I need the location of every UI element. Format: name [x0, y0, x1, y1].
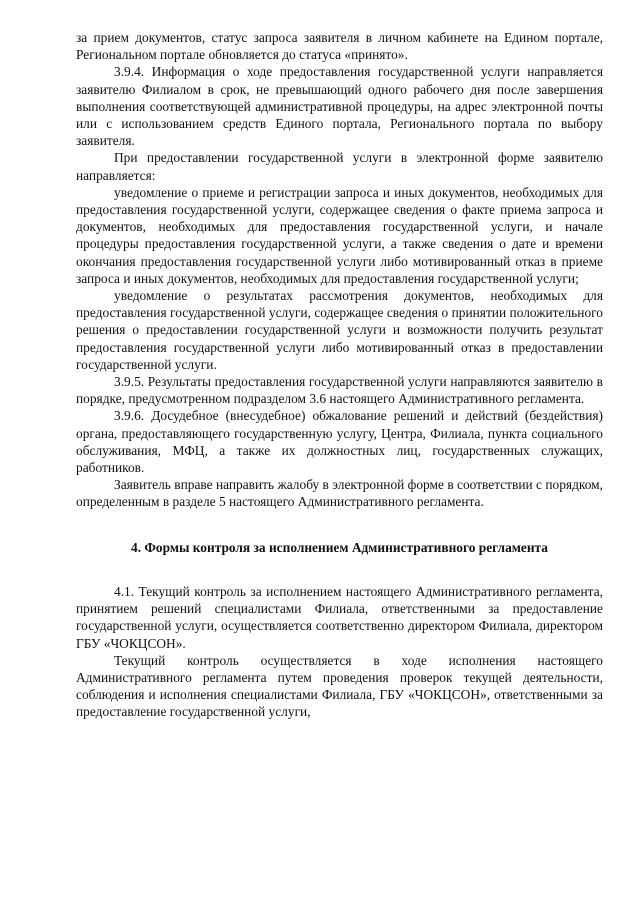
paragraph-notice-receipt: уведомление о приеме и регистрации запроса и иных документов, необходимых для предоставления государственной услуги, содержащее сведения о факте приема запроса и документов, необходимых для предоставления государственной услуги, и начале процедуры предоставления государственной услуги, а также сведения о дате и времени окончания предоставления государственной услуги либо мотивированный отказ в приеме запроса и иных документов, необходимых для предоставления государственной услуги;: [76, 184, 603, 286]
paragraph-electronic-form: При предоставлении государственной услуги в электронной форме заявителю направляется:: [76, 150, 603, 183]
paragraph-complaint: Заявитель вправе направить жалобу в электронной форме в соответствии с порядком, определенным в разделе 5 настоящего Административного регламента.: [76, 477, 603, 510]
paragraph-3-9-4: 3.9.4. Информация о ходе предоставления государственной услуги направляется заявителю Филиалом в срок, не превышающий одного рабочего дня после завершения выполнения соответствующей административной процедуры, на адрес электронной почты или с использованием средств Единого портала, Регионального портала по выбору заявителя.: [76, 64, 603, 149]
section-heading: 4. Формы контроля за исполнением Административного регламента: [131, 539, 548, 555]
paragraph-4-1: 4.1. Текущий контроль за исполнением настоящего Административного регламента, принятием решений специалистами Филиала, ответственными за предоставление государственной услуги, осуществляется соответственно директором Филиала, директором ГБУ «ЧОКЦСОН».: [76, 583, 603, 651]
paragraph-3-9-6: 3.9.6. Досудебное (внесудебное) обжалование решений и действий (бездействия) органа, предоставляющего государственную услугу, Центра, Филиала, пункта социального обслуживания, МФЦ, а также их должностных лиц, государственных служащих, работников.: [76, 408, 603, 476]
document-page: [76, 29, 603, 721]
paragraph-continuation: за прием документов, статус запроса заявителя в личном кабинете на Едином портале, Региональном портале обновляется до статуса «принято».: [76, 30, 603, 63]
paragraph-3-9-5: 3.9.5. Результаты предоставления государственной услуги направляются заявителю в порядке, предусмотренном подразделом 3.6 настоящего Административного регламента.: [76, 374, 603, 407]
paragraph-notice-results: уведомление о результатах рассмотрения документов, необходимых для предоставления государственной услуги, содержащее сведения о принятии положительного решения о предоставлении государственной услуги и возможности получить результат предоставления государственной услуги либо мотивированный отказ в предоставлении государственной услуги.: [76, 288, 603, 372]
paragraph-current-control: Текущий контроль осуществляется в ходе исполнения настоящего Административного регламента путем проведения проверок текущей деятельности, соблюдения и исполнения специалистами Филиала, ГБУ «ЧОКЦСОН», ответственными за предоставление государственной услуги,: [76, 652, 603, 720]
